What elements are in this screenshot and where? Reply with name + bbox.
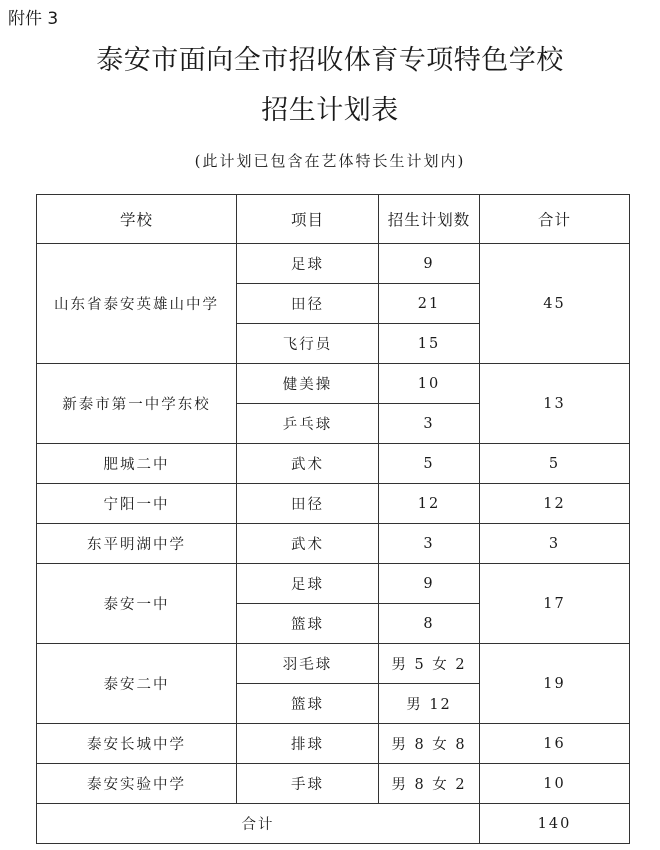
item-cell: 排球: [237, 724, 379, 764]
plan-count-cell: 21: [379, 284, 480, 324]
plan-count-cell: 男 5 女 2: [379, 644, 480, 684]
item-cell: 田径: [237, 284, 379, 324]
header-plan: 招生计划数: [379, 195, 480, 244]
school-cell: 泰安一中: [37, 564, 237, 644]
table-row: [37, 364, 630, 404]
school-total-cell: 3: [480, 524, 630, 564]
item-cell: 武术: [237, 444, 379, 484]
plan-count-cell: 9: [379, 564, 480, 604]
item-cell: 足球: [237, 244, 379, 284]
item-cell: 手球: [237, 764, 379, 804]
item-cell: 武术: [237, 524, 379, 564]
plan-count-cell: 5: [379, 444, 480, 484]
school-cell: 泰安实验中学: [37, 764, 237, 804]
enrollment-plan-table: [36, 194, 630, 844]
table-row: [37, 244, 630, 284]
school-total-cell: 5: [480, 444, 630, 484]
plan-count-cell: 男 12: [379, 684, 480, 724]
table-row: [37, 724, 630, 764]
table-note: (此计划已包含在艺体特长生计划内): [194, 152, 466, 170]
school-cell: 泰安二中: [37, 644, 237, 724]
grand-total-value: 140: [480, 804, 630, 844]
school-cell: 肥城二中: [37, 444, 237, 484]
plan-count-cell: 男 8 女 2: [379, 764, 480, 804]
school-total-cell: 45: [480, 244, 630, 364]
table-body: [37, 244, 630, 804]
plan-count-cell: 8: [379, 604, 480, 644]
school-cell: 山东省泰安英雄山中学: [37, 244, 237, 364]
item-cell: 篮球: [237, 604, 379, 644]
item-cell: 田径: [237, 484, 379, 524]
header-total: 合计: [480, 195, 630, 244]
table-row: [37, 564, 630, 604]
table-row: [37, 524, 630, 564]
plan-count-cell: 10: [379, 364, 480, 404]
school-total-cell: 10: [480, 764, 630, 804]
school-cell: 东平明湖中学: [37, 524, 237, 564]
school-total-cell: 12: [480, 484, 630, 524]
table-row: [37, 444, 630, 484]
plan-count-cell: 15: [379, 324, 480, 364]
item-cell: 飞行员: [237, 324, 379, 364]
table-row: [37, 644, 630, 684]
plan-count-cell: 3: [379, 524, 480, 564]
school-total-cell: 17: [480, 564, 630, 644]
plan-count-cell: 3: [379, 404, 480, 444]
item-cell: 健美操: [237, 364, 379, 404]
attachment-label: 附件 3: [8, 9, 59, 29]
item-cell: 足球: [237, 564, 379, 604]
table-row: [37, 484, 630, 524]
document-subtitle: 招生计划表: [261, 95, 399, 126]
header-school: 学校: [37, 195, 237, 244]
school-cell: 宁阳一中: [37, 484, 237, 524]
table-row: [37, 764, 630, 804]
plan-count-cell: 9: [379, 244, 480, 284]
table-footer-row: [37, 804, 630, 844]
plan-count-cell: 12: [379, 484, 480, 524]
table-header-row: [37, 195, 630, 244]
document-title: 泰安市面向全市招收体育专项特色学校: [96, 45, 564, 76]
grand-total-label: 合计: [37, 804, 480, 844]
item-cell: 乒乓球: [237, 404, 379, 444]
school-total-cell: 19: [480, 644, 630, 724]
plan-count-cell: 男 8 女 8: [379, 724, 480, 764]
school-cell: 泰安长城中学: [37, 724, 237, 764]
item-cell: 羽毛球: [237, 644, 379, 684]
school-total-cell: 13: [480, 364, 630, 444]
school-cell: 新泰市第一中学东校: [37, 364, 237, 444]
school-total-cell: 16: [480, 724, 630, 764]
header-item: 项目: [237, 195, 379, 244]
item-cell: 篮球: [237, 684, 379, 724]
